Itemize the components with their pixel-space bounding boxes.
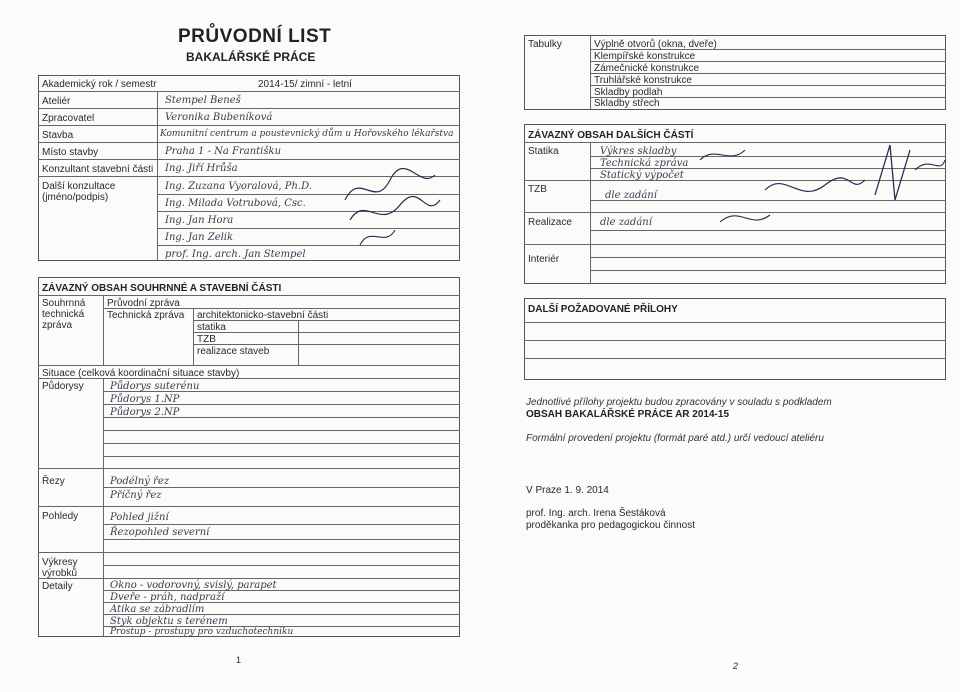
other-label-realizace: Realizace bbox=[528, 217, 572, 228]
detaily-label: Detaily bbox=[42, 581, 73, 592]
attachments-heading: DALŠÍ POŽADOVANÉ PŘÍLOHY bbox=[528, 304, 678, 315]
statika-hw-3: Statický výpočet bbox=[600, 170, 684, 181]
info-value-building: Komunitní centrum a poustevnický dům u Hořovského lékařstva bbox=[160, 129, 454, 139]
page-title: PRŮVODNÍ LIST bbox=[178, 26, 332, 47]
pohledy-label: Pohledy bbox=[42, 511, 79, 522]
formal-note: Formální provedení projektu (formát paré atd.) určí vedoucí ateliéru bbox=[526, 433, 824, 444]
detail-item-3: Atika se zábradlím bbox=[110, 604, 205, 615]
report-statika: statika bbox=[197, 322, 226, 333]
signer-role: proděkanka pro pedagogickou činnost bbox=[526, 520, 696, 531]
report-realizace: realizace staveb bbox=[197, 346, 270, 357]
info-label-site: Místo stavby bbox=[42, 147, 99, 158]
report-pruvodni: Průvodní zpráva bbox=[107, 298, 180, 309]
statika-hw-1: Výkres skladby bbox=[600, 146, 677, 157]
tabulky-label: Tabulky bbox=[528, 39, 562, 50]
detail-item-5: Prostup - prostupy pro vzduchotechniku bbox=[110, 627, 294, 637]
tabulky-item-6: Skladby střech bbox=[594, 98, 660, 109]
page-subtitle: BAKALÁŘSKÉ PRÁCE bbox=[186, 50, 316, 64]
signer-name: prof. Ing. arch. Irena Šestáková bbox=[526, 508, 666, 519]
statika-hw-2: Technická zpráva bbox=[600, 158, 689, 169]
info-value-consultant: Ing. Jiří Hrůša bbox=[165, 163, 238, 174]
rez-item-2: Příčný řez bbox=[110, 490, 162, 501]
detail-item-4: Styk objektu s terénem bbox=[110, 616, 228, 627]
rez-item-1: Podélný řez bbox=[110, 476, 170, 487]
tabulky-item-5: Skladby podlah bbox=[594, 87, 663, 98]
tabulky-item-3: Zámečnické konstrukce bbox=[594, 63, 700, 74]
vykresy-label: Výkresy výrobků bbox=[42, 557, 78, 579]
rezy-label: Řezy bbox=[42, 476, 65, 487]
tech-report-label: Souhrnná technická zpráva bbox=[42, 298, 86, 331]
pudorysy-label: Půdorysy bbox=[42, 381, 84, 392]
pudorys-item-2: Půdorys 1.NP bbox=[110, 394, 180, 405]
consult-line-1: Ing. Zuzana Vyoralová, Ph.D. bbox=[165, 181, 312, 192]
signature-mark bbox=[340, 160, 450, 250]
page-number-left: 1 bbox=[236, 655, 242, 665]
pudorys-item-1: Půdorys suterénu bbox=[110, 381, 200, 392]
info-value-site: Praha 1 - Na Františku bbox=[165, 146, 282, 157]
attachments-note: Jednotlivé přílohy projektu budou zpracovány v souladu s podkladem bbox=[526, 397, 832, 408]
signature-mark bbox=[690, 140, 950, 235]
other-label-statika: Statika bbox=[528, 146, 559, 157]
consult-line-3: Ing. Jan Hora bbox=[165, 215, 234, 226]
pohled-item-1: Pohled jižní bbox=[110, 512, 169, 523]
pudorys-item-3: Půdorys 2.NP bbox=[110, 407, 180, 418]
report-technicka: Technická zpráva bbox=[107, 310, 185, 321]
info-label-atelier: Ateliér bbox=[42, 96, 71, 107]
info-value-author: Veronika Bubeníková bbox=[165, 112, 273, 123]
tabulky-item-1: Výplně otvorů (okna, dveře) bbox=[594, 39, 717, 50]
tabulky-item-2: Klempířské konstrukce bbox=[594, 51, 696, 62]
pohled-item-2: Řezopohled severní bbox=[110, 527, 210, 538]
detail-item-2: Dveře - práh, nadpraží bbox=[110, 592, 225, 603]
place-date: V Praze 1. 9. 2014 bbox=[526, 485, 609, 496]
info-label-author: Zpracovatel bbox=[42, 113, 95, 124]
info-value-year: 2014-15/ zimní - letní bbox=[258, 79, 352, 90]
tabulky-item-4: Truhlářské konstrukce bbox=[594, 75, 692, 86]
report-arch: architektonicko-stavební části bbox=[197, 310, 329, 321]
info-label-building: Stavba bbox=[42, 130, 74, 141]
situation-label: Situace (celková koordinační situace stavby) bbox=[42, 368, 240, 379]
other-parts-heading: ZÁVAZNÝ OBSAH DALŠÍCH ČÁSTÍ bbox=[528, 130, 694, 141]
report-tzb: TZB bbox=[197, 334, 216, 345]
realizace-hw-1: dle zadání bbox=[600, 217, 652, 228]
info-value-atelier: Stempel Beneš bbox=[165, 95, 241, 106]
consult-line-2: Ing. Milada Votrubová, Csc. bbox=[165, 198, 306, 209]
detail-item-1: Okno - vodorovný, svislý, parapet bbox=[110, 580, 277, 591]
tzb-hw-1: dle zadání bbox=[605, 190, 657, 201]
info-label-other: Další konzultace (jméno/podpis) bbox=[42, 181, 116, 203]
attachments-note-bold: OBSAH BAKALÁŘSKÉ PRÁCE AR 2014-15 bbox=[526, 409, 730, 420]
consult-line-5: prof. Ing. arch. Jan Stempel bbox=[165, 249, 306, 260]
info-label-year: Akademický rok / semestr bbox=[42, 79, 157, 90]
other-label-tzb: TZB bbox=[528, 184, 547, 195]
page-number-right: 2 bbox=[733, 661, 739, 671]
consult-line-4: Ing. Jan Zelik bbox=[165, 232, 234, 243]
summary-heading: ZÁVAZNÝ OBSAH SOUHRNNÉ A STAVEBNÍ ČÁSTI bbox=[42, 283, 282, 294]
info-label-consultant: Konzultant stavební části bbox=[42, 164, 154, 175]
other-label-interier: Interiér bbox=[528, 254, 560, 265]
